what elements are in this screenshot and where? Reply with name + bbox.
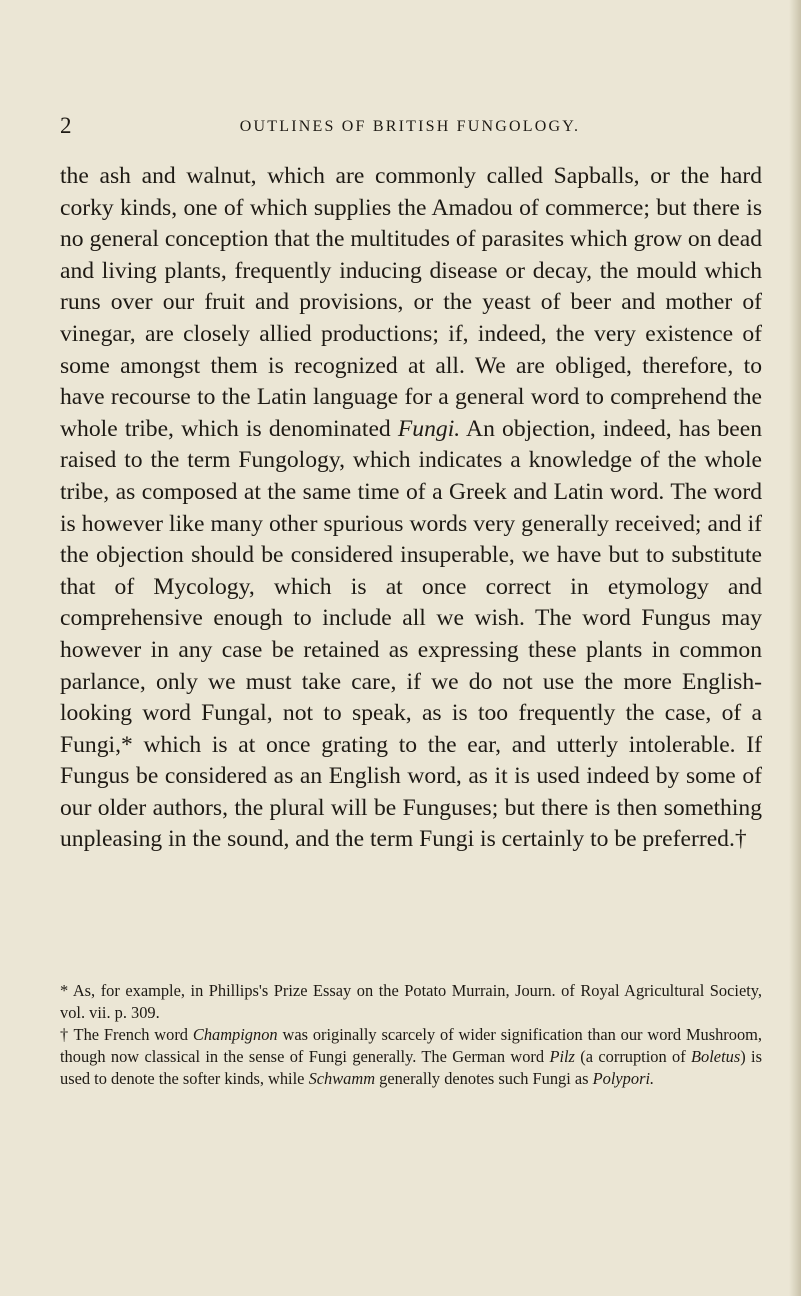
footnote-2-text-a: † The French word <box>60 1025 188 1044</box>
italic-term-pilz: Pilz <box>549 1047 575 1066</box>
italic-term-boletus: Boletus <box>691 1047 741 1066</box>
running-title: OUTLINES OF BRITISH FUNGOLOGY. <box>239 118 581 135</box>
page-number: 2 <box>60 113 72 138</box>
italic-term-schwamm: Schwamm <box>308 1069 376 1088</box>
footnote-2-text-b: was originally scarcely of wider signification than our word Mushroom, though now classical in the sense of Fungi generally. The German word <box>60 1025 762 1066</box>
footnote-2-text-e: generally denotes such Fungi as <box>379 1069 589 1088</box>
italic-term-champignon: Champignon <box>192 1025 278 1044</box>
body-paragraph <box>60 161 762 856</box>
body-text-part-1: the ash and walnut, which are commonly called Sapballs, or the hard corky kinds, one of which supplies the Amadou of commerce; but there is no general conception that the multitudes of parasites which grow on dead and living plants, frequently inducing disease or decay, the mould which runs over our fruit and provisions, or the yeast of beer and mother of vinegar, are closely allied productions; if, indeed, the very existence of some amongst them is recognized at all. We are obliged, therefore, to have recourse to the Latin language for a general word to comprehend the whole tribe, which is denominated <box>60 163 762 442</box>
footnote-2-text-c: (a corruption of <box>580 1047 686 1066</box>
footnote-2-text-d: ) is used to denote the softer kinds, while <box>60 1047 762 1088</box>
page-edge-shadow <box>789 0 801 1296</box>
italic-term-fungi: Fungi. <box>397 415 461 442</box>
page-header <box>60 113 760 139</box>
footnotes <box>60 980 762 1090</box>
italic-term-polypori: Polypori. <box>592 1069 655 1088</box>
footnote-1: * As, for example, in Phillips's Prize Essay on the Potato Murrain, Journ. of Royal Agricultural Society, vol. vii. p. 309. <box>60 981 762 1022</box>
footnote-2 <box>60 1024 762 1090</box>
body-text-part-2: An objection, indeed, has been raised to the term Fungology, which indicates a knowledge of the whole tribe, as composed at the same time of a Greek and Latin word. The word is however like many other spurious words very generally received; and if the objection should be considered insuperable, we have but to substitute that of Mycology, which is at once correct in etymology and comprehensive enough to include all we wish. The word Fungus may however in any case be retained as expressing these plants in common parlance, only we must take care, if we do not use the more English-looking word Fungal, not to speak, as is too frequently the case, of a Fungi,* which is at once grating to the ear, and utterly intolerable. If Fungus be considered as an English word, as it is used indeed by some of our older authors, the plural will be Funguses; but there is then something unpleasing in the sound, and the term Fungi is certainly to be preferred.† <box>60 415 762 853</box>
